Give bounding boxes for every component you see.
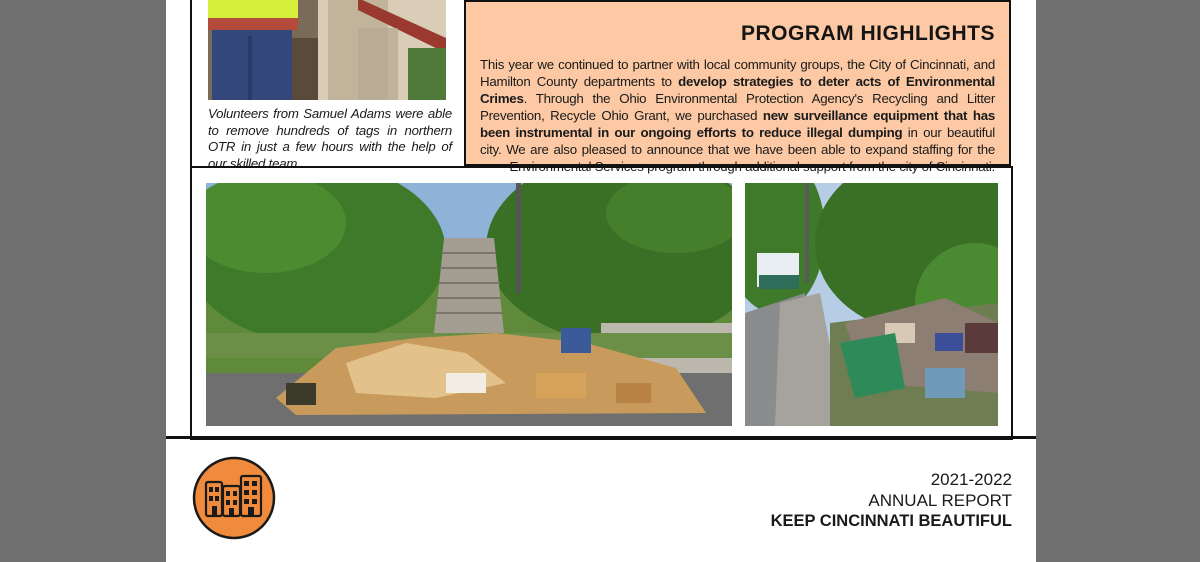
dumping-photos-panel	[190, 166, 1013, 440]
program-highlights-box	[464, 0, 1011, 174]
report-title-block	[771, 469, 1012, 532]
footer-rule	[166, 436, 1036, 439]
alley-dumping-photo	[745, 183, 998, 426]
volunteer-caption: Volunteers from Samuel Adams were able to remove hundreds of tags in northern OTR in just a few hours with the help of our skilled team.	[208, 106, 452, 171]
highlights-text-2: . Through the Ohio Environmental Protection Agency's Recycling and Litter Prevention, Recycle Ohio Grant, we purchased	[480, 91, 995, 123]
highlights-text-1: This year we continued to partner with local community groups, the City of Cincinnati, and Hamilton County departments to	[480, 57, 995, 89]
volunteer-photo	[208, 0, 446, 100]
highlights-bold-2: new surveillance equipment that has been instrumental in our ongoing efforts to reduce illegal dumping	[480, 108, 995, 140]
program-highlights-title: PROGRAM HIGHLIGHTS	[741, 22, 995, 45]
report-year: 2021-2022	[930, 470, 1012, 489]
report-kind: ANNUAL REPORT	[868, 491, 1012, 510]
report-page	[166, 0, 1036, 562]
stairs-dumping-photo	[206, 183, 732, 426]
program-highlights-body	[480, 56, 995, 175]
kcb-logo	[192, 456, 276, 540]
organization-name: KEEP CINCINNATI BEAUTIFUL	[770, 512, 1012, 530]
highlights-text-3: in our beautiful city. We are also pleased to announce that we have been able to expand staffing for the Environmental Services program through additional support from the city of Cincinnati.	[480, 125, 995, 174]
volunteer-cell	[190, 0, 466, 171]
highlights-bold-1: develop strategies to deter acts of Environmental Crimes	[480, 74, 995, 106]
